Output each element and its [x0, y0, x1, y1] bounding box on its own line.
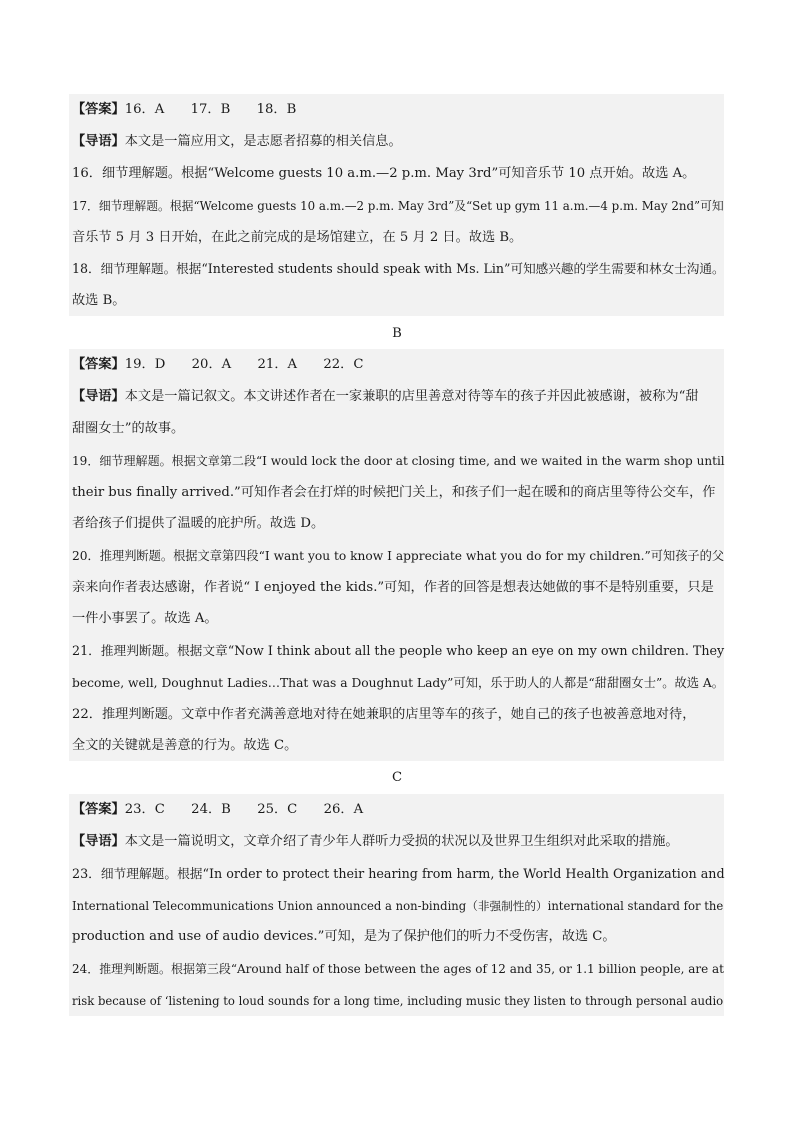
section-heading-b: B [392, 326, 402, 341]
answer-tag: 【答案】 [72, 102, 125, 117]
section-heading-c: C [391, 770, 403, 785]
explanation-line: International Telecommunications Union announced a non-binding（非强制性的）international standard for the [72, 899, 724, 913]
explanation-line: 17．细节理解题。根据“Welcome guests 10 a.m.—2 p.m. May 3rd”及“Set up gym 11 a.m.—4 p.m. May 2nd”可知 [72, 199, 724, 213]
guide-text: 本文是一篇应用文，是志愿者招募的相关信息。 [124, 134, 402, 149]
explanation-line: 甜圈女士”的故事。 [72, 421, 185, 436]
answer-text: 23．C 24．B 25．C 26．A [124, 802, 364, 817]
explanation-line: 20．推理判断题。根据文章第四段“I want you to know I appreciate what you do for my children.”可知孩子的父 [72, 549, 725, 563]
guide-tag: 【导语】 [72, 389, 125, 404]
answer-tag: 【答案】 [72, 802, 125, 817]
explanation-line: 23．细节理解题。根据“In order to protect their hearing from harm, the World Health Organization and [72, 866, 725, 881]
explanation-line: become, well, Doughnut Ladies…That was a Doughnut Lady”可知，乐于助人的人都是“甜甜圈女士”。故选 A。 [72, 676, 725, 690]
explanation-line: 22．推理判断题。文章中作者充满善意地对待在她兼职的店里等车的孩子，她自己的孩子也被善意地对待， [72, 707, 696, 722]
guide-text: 本文是一篇记叙文。本文讲述作者在一家兼职的店里善意对待等车的孩子并因此被感谢，被称为“甜 [124, 389, 699, 404]
explanation-line: 21．推理判断题。根据文章“Now I think about all the people who keep an eye on my own children. They [72, 643, 725, 658]
guide-line-c [72, 832, 679, 852]
guide-tag: 【导语】 [72, 134, 125, 149]
answer-text: 19．D 20．A 21．A 22．C [124, 357, 364, 372]
answer-line-a [72, 100, 296, 120]
explanation-line: 24．推理判断题。根据第三段“Around half of those between the ages of 12 and 35, or 1.1 billion people, are at [72, 962, 724, 976]
guide-tag: 【导语】 [72, 834, 125, 849]
explanation-line: 者给孩子们提供了温暖的庇护所。故选 D。 [72, 516, 325, 531]
explanation-line: 故选 B。 [72, 293, 126, 308]
explanation-line: 亲来向作者表达感谢，作者说“ I enjoyed the kids.”可知，作者的回答是想表达她做的事不是特别重要，只是 [72, 580, 714, 595]
explanation-line: 全文的关键就是善意的行为。故选 C。 [72, 738, 298, 753]
guide-text: 本文是一篇说明文，文章介绍了青少年人群听力受损的状况以及世界卫生组织对此采取的措施。 [124, 834, 679, 849]
answer-line-c [72, 800, 363, 820]
guide-line-a [72, 132, 402, 152]
explanation-line: 一件小事罢了。故选 A。 [72, 611, 218, 626]
explanation-line: their bus finally arrived.”可知作者会在打烊的时候把门关上，和孩子们一起在暖和的商店里等待公交车，作 [72, 485, 716, 500]
answer-line-b [72, 355, 363, 375]
answer-text: 16．A 17．B 18．B [124, 102, 297, 117]
explanation-line: production and use of audio devices.”可知，是为了保护他们的听力不受伤害，故选 C。 [72, 929, 616, 944]
explanation-line: 16．细节理解题。根据“Welcome guests 10 a.m.—2 p.m. May 3rd”可知音乐节 10 点开始。故选 A。 [72, 166, 696, 181]
guide-line-b [72, 387, 699, 407]
explanation-line: risk because of ‘listening to loud sounds for a long time, including music they listen to through personal audio [72, 994, 724, 1008]
explanation-line: 18．细节理解题。根据“Interested students should speak with Ms. Lin”可知感兴趣的学生需要和林女士沟通。 [72, 261, 725, 276]
explanation-line: 音乐节 5 月 3 日开始，在此之前完成的是场馆建立，在 5 月 2 日。故选 B。 [72, 230, 523, 245]
answer-tag: 【答案】 [72, 357, 125, 372]
explanation-line: 19．细节理解题。根据文章第二段“I would lock the door at closing time, and we waited in the warm shop until [72, 454, 725, 468]
